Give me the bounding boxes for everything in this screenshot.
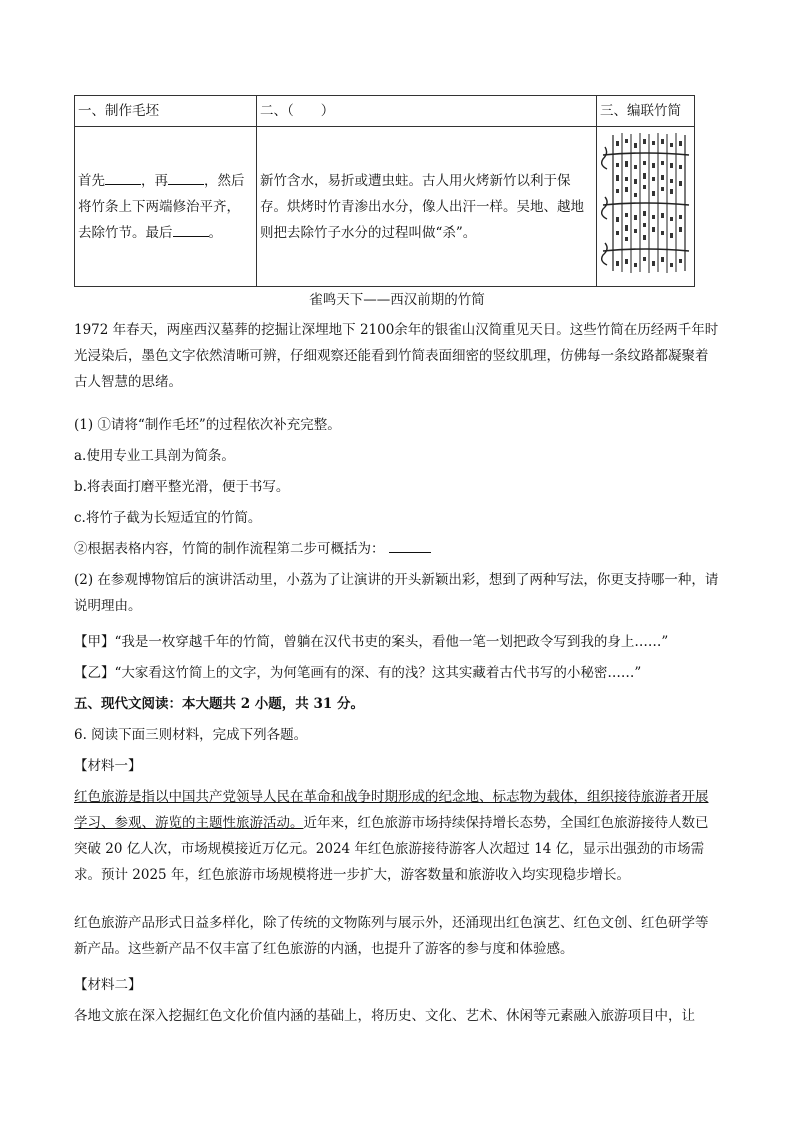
question-1-part-2: ②根据表格内容，竹简的制作流程第二步可概括为： [74,536,720,562]
option-a: a.使用专业工具剖为简条。 [74,448,235,464]
table-header-step2: 二、（ ） [257,96,597,127]
answer-blank[interactable] [389,537,431,553]
table-caption: 雀鸣天下——西汉前期的竹简 [309,292,485,308]
section-5-heading: 五、现代文阅读：本大题共 2 小题，共 31 分。 [74,696,364,712]
option-c: c.将竹子截为长短适宜的竹简。 [74,510,262,526]
question-6: 6. 阅读下面三则材料，完成下列各题。 [74,727,308,743]
bamboo-slips-image [597,127,695,287]
fill-blank-1[interactable] [105,168,141,185]
fill-blank-2[interactable] [168,168,204,185]
option-jia: 【甲】“我是一枚穿越千年的竹简，曾躺在汉代书吏的案头，看他一笔一划把政令写到我的身上……” [74,634,669,650]
material-1-paragraph-1: 红色旅游是指以中国共产党领导人民在革命和战争时期形成的纪念地、标志物为载体，组织接待旅游者开展学习、参观、游览的主题性旅游活动。近年来，红色旅游市场持续保持增长态势，全国红色旅游接待人数已突破 20 亿人次，市场规模接近万亿元。2024 年红色旅游接待游客人次超过 14 亿，显示出强劲的市场需求。预计 2025 年，红色旅游市场规模将进一步扩大，游客数量和旅游收入均实现稳步增长。 [74,789,709,883]
material-2-paragraph-1: 各地文旅在深入挖掘红色文化价值内涵的基础上，将历史、文化、艺术、休闲等元素融入旅游项目中，让 [74,1008,695,1024]
option-yi: 【乙】“大家看这竹简上的文字，为何笔画有的深、有的浅？这其实藏着古代书写的小秘密……” [74,665,642,681]
step2-description: 新竹含水，易折或遭虫蛀。古人用火烤新竹以利于保存。烘烤时竹青渗出水分，像人出汗一样。吴地、越地则把去除竹子水分的过程叫做“杀”。 [257,127,597,287]
option-b: b.将表面打磨平整光滑，便于书写。 [74,479,290,495]
step1-description: 首先 ，再 ，然后将竹条上下两端修治平齐，去除竹节。最后 。 [75,127,257,287]
table-header-step1: 一、制作毛坯 [75,96,257,127]
underlined-definition: 红色旅游是指以中国共产党领导人民在革命和战争时期形成的纪念地、标志物为载体，组织接待旅游者开展学习、参观、游览的主题性旅游活动。 [74,789,709,831]
question-1: (1) ①请将“制作毛坯”的过程依次补充完整。 [74,417,341,433]
bamboo-slips-illustration [601,127,691,277]
material-1-paragraph-2: 红色旅游产品形式日益多样化，除了传统的文物陈列与展示外，还涌现出红色演艺、红色文创、红色研学等新产品。这些新产品不仅丰富了红色旅游的内涵，也提升了游客的参与度和体验感。 [74,915,709,957]
table-header-step3: 三、编联竹简 [597,96,695,127]
material-2-title: 【材料二】 [74,977,142,993]
bamboo-slip-process-table [74,95,695,287]
fill-blank-3[interactable] [173,220,209,237]
intro-paragraph: 1972 年春天，两座西汉墓葬的挖掘让深埋地下 2100余年的银雀山汉简重见天日。这些竹简在历经两千年时光浸染后，墨色文字依然清晰可辨，仔细观察还能看到竹简表面细密的竖纹肌理，仿佛每一条纹路都凝聚着古人智慧的思绪。 [74,322,719,390]
question-2: (2) 在参观博物馆后的演讲活动里，小荔为了让演讲的开头新颖出彩，想到了两种写法，你更支持哪一种，请说明理由。 [74,572,719,614]
material-1-title: 【材料一】 [74,758,142,774]
